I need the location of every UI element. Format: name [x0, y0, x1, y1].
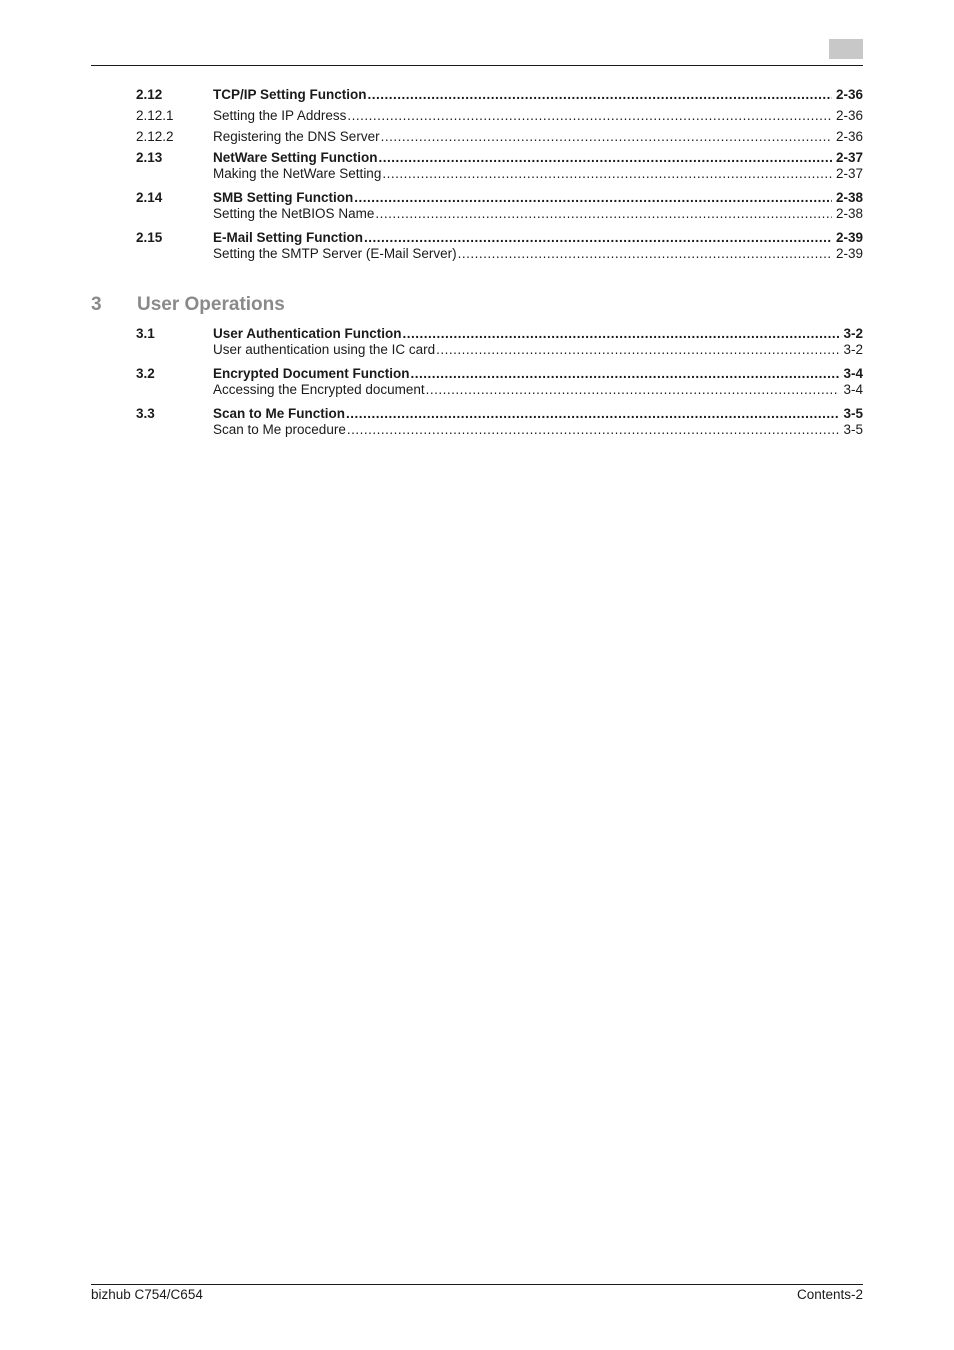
toc-leader-dots	[426, 381, 840, 399]
toc-entry-2-12[interactable]	[136, 86, 863, 104]
toc-entry-title: Making the NetWare Setting	[213, 166, 382, 181]
toc-leader-dots	[436, 341, 839, 359]
footer-rule	[91, 1284, 863, 1285]
toc-entry-ic-card[interactable]	[136, 341, 863, 359]
toc-entry-netbios-name[interactable]	[136, 205, 863, 223]
toc-entry-number: 3.3	[136, 406, 155, 421]
toc-entry-page: 3-2	[843, 342, 863, 357]
toc-entry-scan-to-me-procedure[interactable]	[136, 421, 863, 439]
toc-entry-number: 3.2	[136, 366, 155, 381]
toc-leader-dots	[347, 421, 840, 439]
toc-entry-title: TCP/IP Setting Function	[213, 87, 367, 102]
chapter-heading[interactable]	[91, 293, 285, 317]
toc-entry-page: 3-4	[843, 366, 863, 381]
toc-entry-title: Setting the NetBIOS Name	[213, 206, 375, 221]
toc-entry-page: 2-36	[835, 108, 863, 123]
toc-entry-page: 3-4	[843, 382, 863, 397]
toc-entry-page: 2-39	[835, 246, 863, 261]
header-tab-marker	[829, 39, 863, 59]
toc-entry-title: Scan to Me Function	[213, 406, 346, 421]
toc-entry-number: 2.12	[136, 87, 163, 102]
header-rule	[91, 65, 863, 66]
toc-entry-title: Accessing the Encrypted document	[213, 382, 425, 397]
toc-entry-page: 2-38	[835, 206, 863, 221]
toc-entry-title: SMB Setting Function	[213, 190, 354, 205]
toc-entry-2-12-2[interactable]	[136, 128, 863, 146]
toc-entry-title: Encrypted Document Function	[213, 366, 410, 381]
toc-entry-page: 2-36	[835, 87, 863, 102]
toc-leader-dots	[458, 245, 832, 263]
toc-entry-netware-setting[interactable]	[136, 165, 863, 183]
toc-entry-number: 2.12.1	[136, 108, 174, 123]
toc-entry-title: Registering the DNS Server	[213, 129, 380, 144]
toc-leader-dots	[382, 165, 832, 183]
toc-leader-dots	[375, 205, 832, 223]
toc-entry-number: 2.14	[136, 190, 163, 205]
toc-entry-page: 3-5	[843, 406, 863, 421]
toc-entry-number: 3.1	[136, 326, 155, 341]
toc-leader-dots	[368, 86, 832, 104]
toc-entry-title: NetWare Setting Function	[213, 150, 378, 165]
toc-entry-title: Setting the SMTP Server (E-Mail Server)	[213, 246, 457, 261]
toc-entry-title: User authentication using the IC card	[213, 342, 436, 357]
chapter-title: User Operations	[137, 294, 285, 315]
footer-product-name: bizhub C754/C654	[91, 1287, 203, 1302]
toc-entry-page: 2-36	[835, 129, 863, 144]
toc-entry-smtp-server[interactable]	[136, 245, 863, 263]
toc-entry-title: User Authentication Function	[213, 326, 402, 341]
toc-entry-page: 2-37	[835, 166, 863, 181]
toc-entry-number: 2.13	[136, 150, 163, 165]
toc-entry-number: 2.15	[136, 230, 163, 245]
toc-entry-title: Scan to Me procedure	[213, 422, 346, 437]
footer-page-label: Contents-2	[796, 1287, 863, 1302]
toc-entry-page: 2-39	[835, 230, 863, 245]
toc-entry-page: 2-38	[835, 190, 863, 205]
toc-entry-number: 2.12.2	[136, 129, 174, 144]
toc-entry-2-12-1[interactable]	[136, 107, 863, 125]
toc-entry-page: 3-5	[843, 422, 863, 437]
toc-entry-page: 2-37	[835, 150, 863, 165]
toc-entry-page: 3-2	[843, 326, 863, 341]
toc-leader-dots	[381, 128, 832, 146]
toc-entry-title: Setting the IP Address	[213, 108, 347, 123]
toc-leader-dots	[347, 107, 832, 125]
chapter-number: 3	[91, 294, 102, 315]
toc-entry-title: E-Mail Setting Function	[213, 230, 363, 245]
toc-entry-encrypted-document[interactable]	[136, 381, 863, 399]
